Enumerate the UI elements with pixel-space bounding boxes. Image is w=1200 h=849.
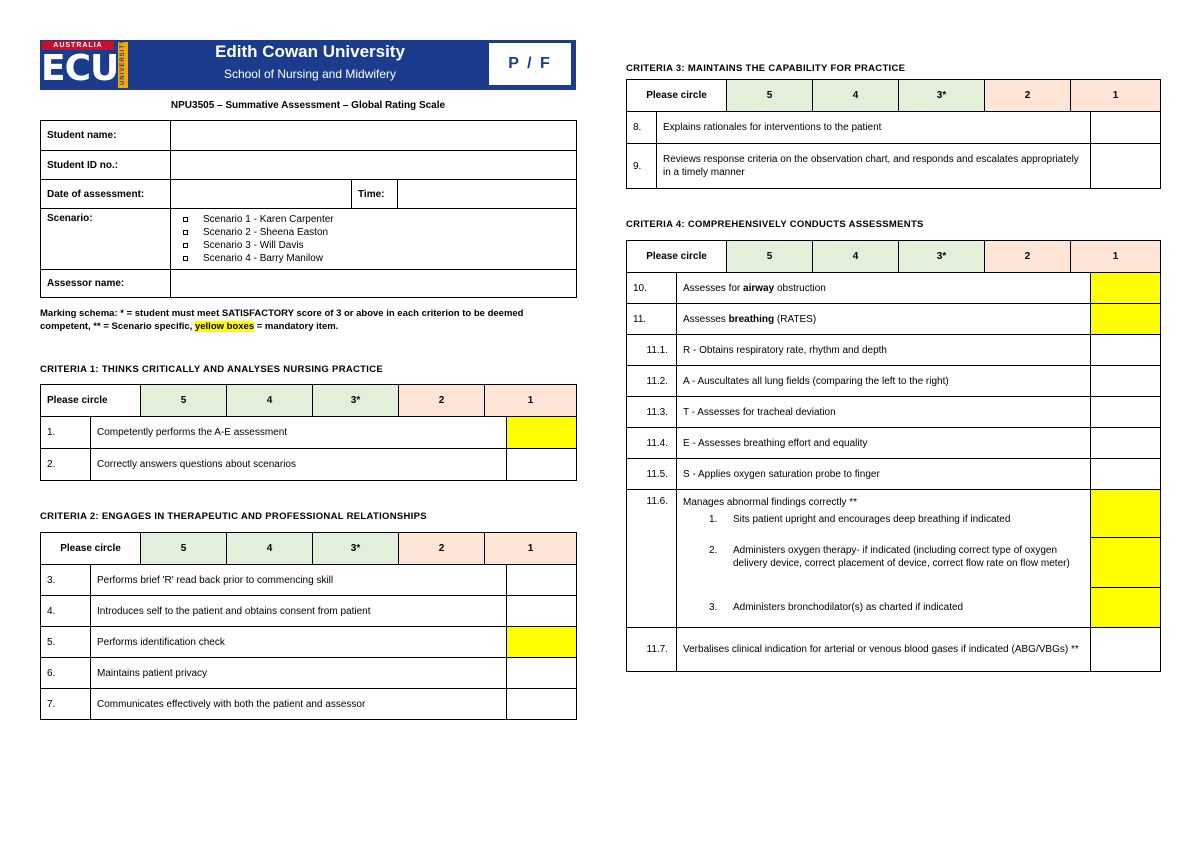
- sub-item: 2. Administers oxygen therapy- if indicated (including correct type of oxygen delivery device, correct placement of device, correct flow rate on flow meter): [709, 544, 1070, 569]
- logo-ecu-text: ECU: [41, 48, 119, 89]
- item-text: Introduces self to the patient and obtains consent from patient: [91, 596, 507, 627]
- item-checkbox[interactable]: [1091, 428, 1161, 459]
- item-text: Assesses for airway obstruction: [677, 273, 1091, 304]
- table-row: [41, 658, 577, 689]
- checkbox-icon[interactable]: [183, 217, 188, 222]
- scenario-options: [171, 209, 577, 270]
- score-4[interactable]: 4: [227, 533, 313, 565]
- table-row: [41, 627, 577, 658]
- score-2[interactable]: 2: [399, 385, 485, 417]
- school-name: School of Nursing and Midwifery: [223, 67, 397, 81]
- score-3[interactable]: 3*: [313, 533, 399, 565]
- sub-item: 1. Sits patient upright and encourages deep breathing if indicated: [709, 514, 1011, 525]
- item-checkbox[interactable]: [1091, 459, 1161, 490]
- score-2[interactable]: 2: [985, 80, 1071, 112]
- item-text: Correctly answers questions about scenarios: [91, 449, 507, 481]
- scenario-label: Scenario:: [41, 209, 171, 270]
- item-checkbox[interactable]: [1091, 628, 1161, 672]
- please-circle-label: Please circle: [41, 385, 141, 417]
- mandatory-checkbox[interactable]: [1091, 588, 1161, 628]
- item-checkbox[interactable]: [507, 449, 577, 481]
- mandatory-checkbox[interactable]: [507, 417, 577, 449]
- item-number: 7.: [41, 689, 91, 720]
- item-text: Reviews response criteria on the observation chart, and responds and escalates appropriately in a timely manner: [657, 144, 1091, 189]
- student-name-label: Student name:: [41, 121, 171, 151]
- criteria-2-table: [40, 532, 577, 720]
- score-5[interactable]: 5: [727, 241, 813, 273]
- please-circle-label: Please circle: [41, 533, 141, 565]
- yellow-boxes-highlight: yellow boxes: [194, 321, 255, 332]
- item-number: 11.4.: [627, 428, 677, 459]
- assessor-name-label: Assessor name:: [41, 270, 171, 298]
- mandatory-checkbox[interactable]: [1091, 273, 1161, 304]
- item-number: 2.: [41, 449, 91, 481]
- item-number: 11.: [627, 304, 677, 335]
- item-number: 6.: [41, 658, 91, 689]
- table-row: [627, 428, 1161, 459]
- table-row: [627, 459, 1161, 490]
- please-circle-label: Please circle: [627, 80, 727, 112]
- score-2[interactable]: 2: [985, 241, 1071, 273]
- item-number: 9.: [627, 144, 657, 189]
- table-row: [41, 417, 577, 449]
- item-checkbox[interactable]: [1091, 144, 1161, 189]
- table-row: [627, 490, 1161, 538]
- table-row: [627, 397, 1161, 428]
- score-3[interactable]: 3*: [899, 80, 985, 112]
- sub-item: 3. Administers bronchodilator(s) as charted if indicated: [709, 601, 964, 613]
- criteria-1-title: CRITERIA 1: THINKS CRITICALLY AND ANALYSES NURSING PRACTICE: [40, 364, 384, 375]
- item-text: [677, 538, 1091, 588]
- item-number: 8.: [627, 112, 657, 144]
- item-text: [677, 588, 1091, 628]
- student-id-label: Student ID no.:: [41, 151, 171, 180]
- item-checkbox[interactable]: [507, 565, 577, 596]
- table-row: [627, 144, 1161, 189]
- table-row: [627, 273, 1161, 304]
- time-label: Time:: [352, 180, 398, 209]
- score-4[interactable]: 4: [227, 385, 313, 417]
- scenario-option[interactable]: Scenario 1 - Karen Carpenter: [177, 213, 570, 226]
- university-name: Edith Cowan University: [215, 42, 405, 61]
- criteria-3-table: [626, 79, 1161, 189]
- logo-university-band: [118, 38, 128, 88]
- score-5[interactable]: 5: [727, 80, 813, 112]
- score-1[interactable]: 1: [485, 533, 577, 565]
- item-text: Explains rationales for interventions to the patient: [657, 112, 1091, 144]
- mandatory-checkbox[interactable]: [507, 627, 577, 658]
- item-checkbox[interactable]: [507, 658, 577, 689]
- please-circle-label: Please circle: [627, 241, 727, 273]
- score-3[interactable]: 3*: [899, 241, 985, 273]
- table-row: [627, 588, 1161, 628]
- score-1[interactable]: 1: [1071, 241, 1161, 273]
- scenario-option[interactable]: Scenario 4 - Barry Manilow: [177, 252, 570, 265]
- page-title: NPU3505 – Summative Assessment – Global Rating Scale: [170, 100, 446, 111]
- item-text: E - Assesses breathing effort and equality: [677, 428, 1091, 459]
- item-text: Performs identification check: [91, 627, 507, 658]
- item-number: 4.: [41, 596, 91, 627]
- item-text: Manages abnormal findings correctly ** 1. Sits patient upright and encourages deep breathing if indicated: [677, 490, 1091, 538]
- table-row: [627, 366, 1161, 397]
- criteria-4-title: CRITERIA 4: COMPREHENSIVELY CONDUCTS ASSESSMENTS: [626, 219, 924, 230]
- pass-fail-box[interactable]: P / F: [488, 42, 572, 86]
- item-checkbox[interactable]: [1091, 335, 1161, 366]
- item-text: Communicates effectively with both the patient and assessor: [91, 689, 507, 720]
- item-checkbox[interactable]: [507, 689, 577, 720]
- score-4[interactable]: 4: [813, 80, 899, 112]
- item-text: S - Applies oxygen saturation probe to finger: [677, 459, 1091, 490]
- score-4[interactable]: 4: [813, 241, 899, 273]
- item-checkbox[interactable]: [507, 596, 577, 627]
- item-number: 11.2.: [627, 366, 677, 397]
- mandatory-checkbox[interactable]: [1091, 304, 1161, 335]
- scenario-option[interactable]: Scenario 2 - Sheena Easton: [177, 226, 570, 239]
- item-checkbox[interactable]: [1091, 112, 1161, 144]
- item-checkbox[interactable]: [1091, 397, 1161, 428]
- logo-australia-band: AUSTRALIA: [42, 41, 114, 50]
- item-number: 11.3.: [627, 397, 677, 428]
- assessor-name-field[interactable]: [171, 270, 577, 298]
- item-text: A - Auscultates all lung fields (comparing the left to the right): [677, 366, 1091, 397]
- criteria-3-title: CRITERIA 3: MAINTAINS THE CAPABILITY FOR PRACTICE: [626, 63, 906, 74]
- marking-schema: Marking schema: * = student must meet SATISFACTORY score of 3 or above in each criterion to be deemed competent, ** = Scenario specific, yellow boxes = mandatory item.: [40, 308, 524, 332]
- item-text: Competently performs the A-E assessment: [91, 417, 507, 449]
- item-text: Maintains patient privacy: [91, 658, 507, 689]
- student-name-field[interactable]: [171, 121, 577, 151]
- table-row: [41, 565, 577, 596]
- score-5[interactable]: 5: [141, 385, 227, 417]
- item-number: 11.1.: [627, 335, 677, 366]
- table-row: [41, 596, 577, 627]
- score-5[interactable]: 5: [141, 533, 227, 565]
- scenario-option[interactable]: Scenario 3 - Will Davis: [177, 239, 570, 252]
- checkbox-icon[interactable]: [183, 230, 188, 235]
- mandatory-checkbox[interactable]: [1091, 490, 1161, 538]
- logo-university-text: UNIVERSITY: [120, 38, 126, 85]
- table-row: [627, 538, 1161, 588]
- table-row: [41, 449, 577, 481]
- student-info-table: [40, 120, 577, 298]
- ecu-logo: [40, 40, 128, 90]
- checkbox-icon[interactable]: [183, 256, 188, 261]
- item-number: 11.6.: [627, 490, 677, 628]
- criteria-1-table: [40, 384, 577, 481]
- item-text: R - Obtains respiratory rate, rhythm and depth: [677, 335, 1091, 366]
- item-number: 11.5.: [627, 459, 677, 490]
- date-field[interactable]: [171, 180, 352, 209]
- item-text: Performs brief 'R' read back prior to commencing skill: [91, 565, 507, 596]
- table-row: [627, 304, 1161, 335]
- table-row: [627, 112, 1161, 144]
- time-field[interactable]: [398, 180, 577, 209]
- item-number: 11.7.: [627, 628, 677, 672]
- item-text: T - Assesses for tracheal deviation: [677, 397, 1091, 428]
- student-id-field[interactable]: [171, 151, 577, 180]
- item-text: Assesses breathing (RATES): [677, 304, 1091, 335]
- item-number: 1.: [41, 417, 91, 449]
- score-1[interactable]: 1: [1071, 80, 1161, 112]
- item-number: 5.: [41, 627, 91, 658]
- criteria-4-table: [626, 240, 1161, 672]
- score-3[interactable]: 3*: [313, 385, 399, 417]
- table-row: [627, 335, 1161, 366]
- item-number: 10.: [627, 273, 677, 304]
- score-2[interactable]: 2: [399, 533, 485, 565]
- criteria-2-title: CRITERIA 2: ENGAGES IN THERAPEUTIC AND PROFESSIONAL RELATIONSHIPS: [40, 511, 427, 522]
- item-text: Verbalises clinical indication for arterial or venous blood gases if indicated (ABG/VBGs) **: [677, 628, 1091, 672]
- date-label: Date of assessment:: [41, 180, 171, 209]
- score-1[interactable]: 1: [485, 385, 577, 417]
- item-checkbox[interactable]: [1091, 366, 1161, 397]
- mandatory-checkbox[interactable]: [1091, 538, 1161, 588]
- table-row: [627, 628, 1161, 672]
- item-number: 3.: [41, 565, 91, 596]
- table-row: [41, 689, 577, 720]
- checkbox-icon[interactable]: [183, 243, 188, 248]
